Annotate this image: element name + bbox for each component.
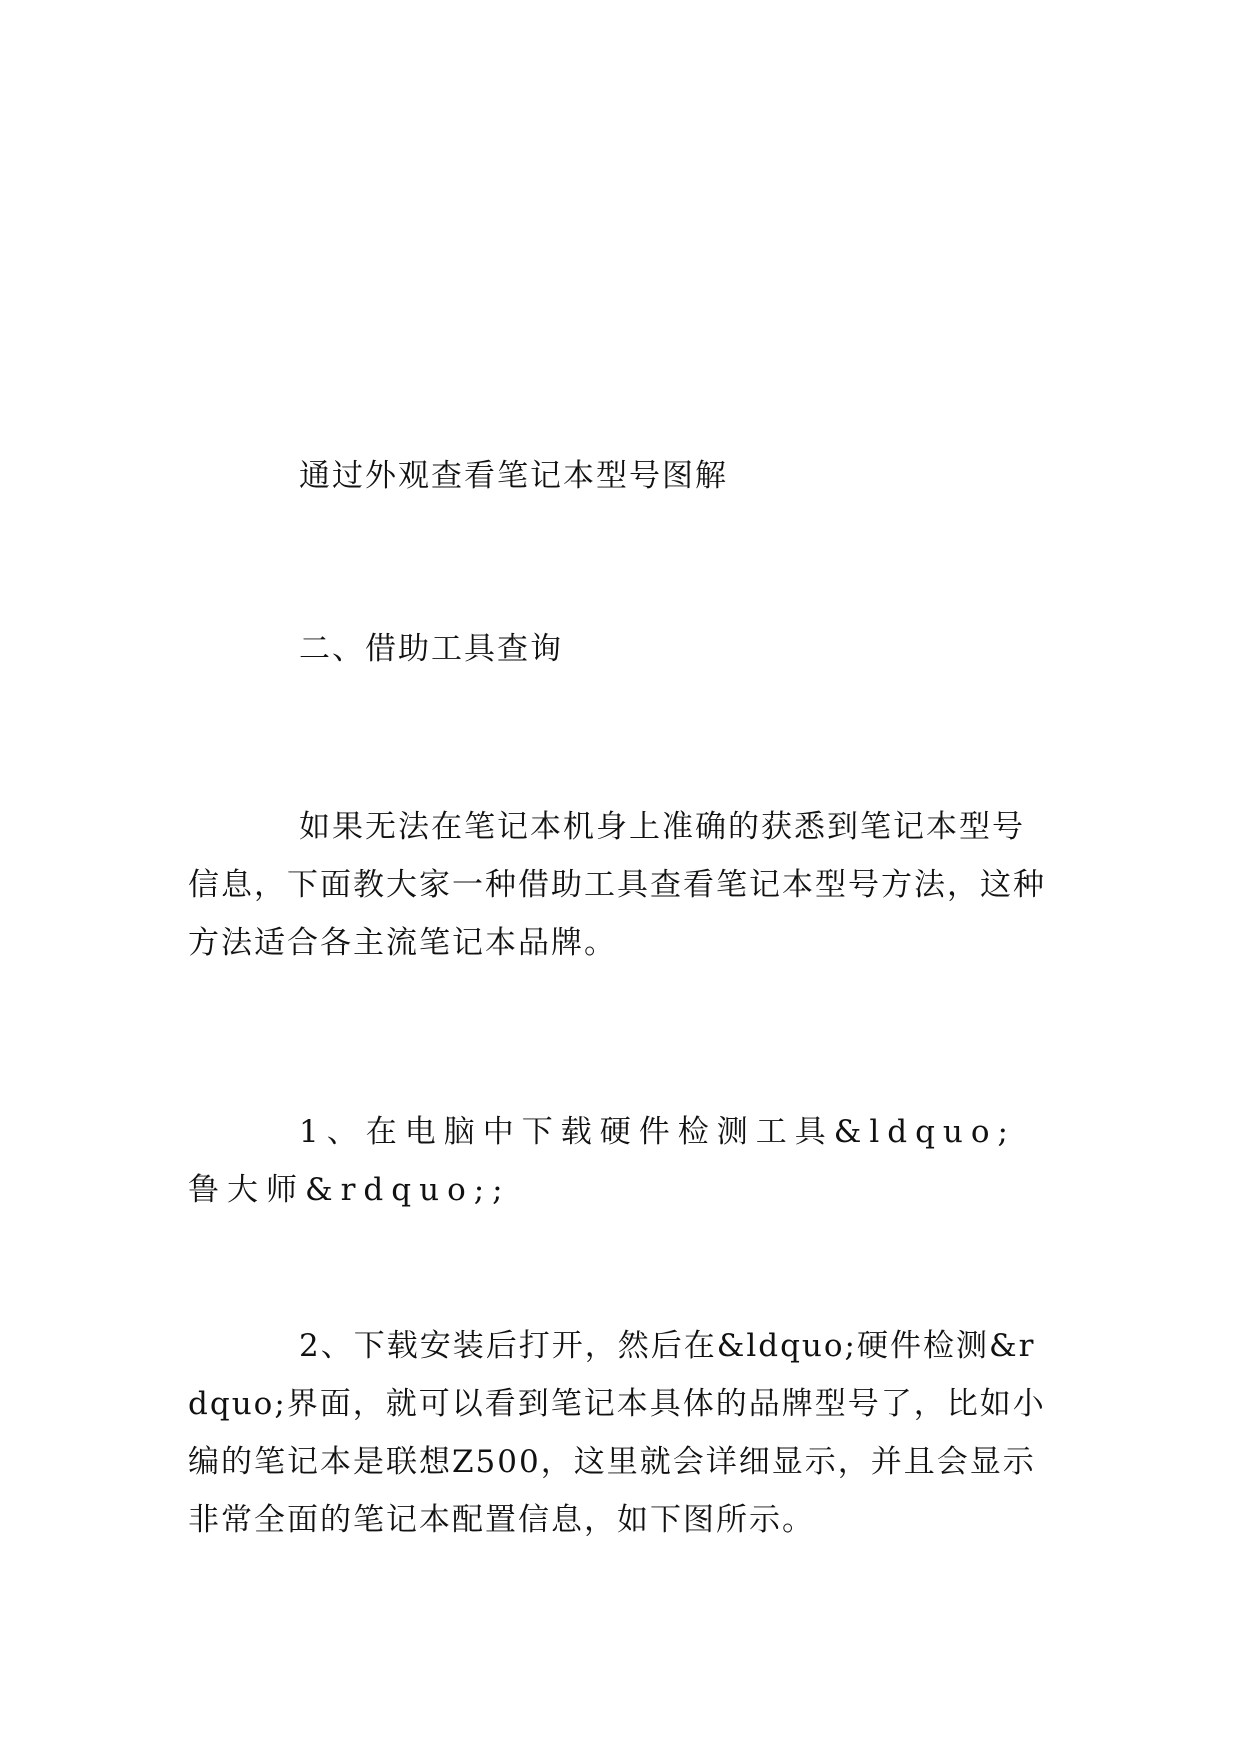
section-heading-tool-query: 二、借助工具查询: [299, 631, 563, 667]
intro-paragraph: 如果无法在笔记本机身上准确的获悉到笔记本型号信息，下面教大家一种借助工具查看笔记本型号方法，这种方法适合各主流笔记本品牌。: [188, 809, 1046, 961]
step-1-paragraph: 1、在电脑中下载硬件检测工具&ldquo;鲁大师&rdquo;;: [188, 1114, 1016, 1208]
step-2-paragraph: 2、下载安装后打开，然后在&ldquo;硬件检测&rdquo;界面，就可以看到笔记本具体的品牌型号了，比如小编的笔记本是联想Z500，这里就会详细显示，并且会显示非常全面的笔记本配置信息，如下图所示。: [188, 1328, 1046, 1538]
section-heading-appearance: 通过外观查看笔记本型号图解: [299, 458, 728, 494]
